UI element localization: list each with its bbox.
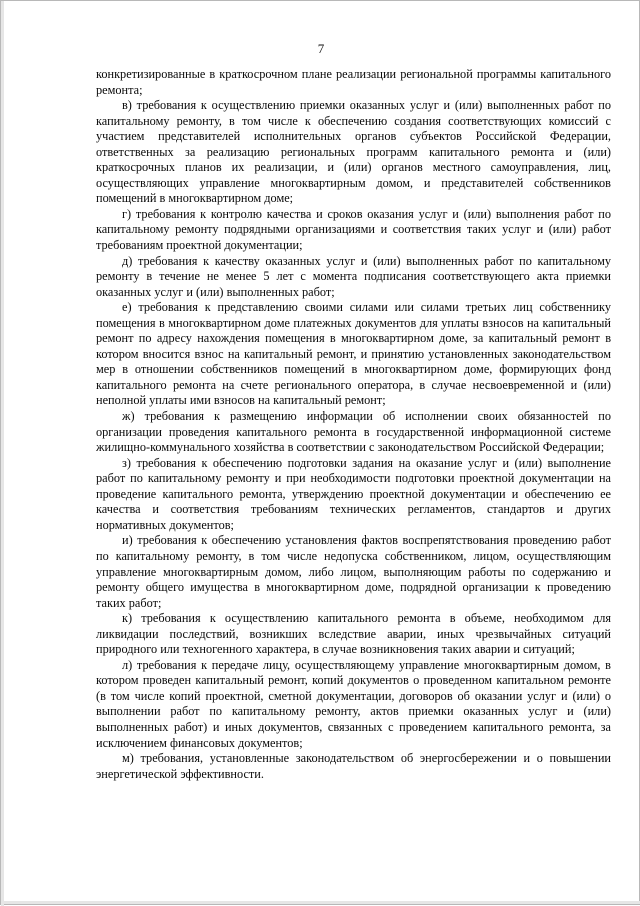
- paragraph-item-k: к) требования к осуществлению капитального ремонта в объеме, необходимом для ликвидации последствий, возникших вследствие аварии, иных чрезвычайных ситуаций природного или техногенного характера, в случае возникновения таких аварии и ситуаций;: [96, 611, 611, 657]
- page-number: 7: [317, 41, 325, 56]
- document-body: [96, 67, 611, 782]
- paragraph-item-z: з) требования к обеспечению подготовки задания на оказание услуг и (или) выполнение работ по капитальному ремонту и при необходимости подготовки проектной документации на проведение капитального ремонта, утверждению проектной документации и обеспечению ее качества и соответствия требованиям технических регламентов, стандартов и других нормативных документов;: [96, 455, 611, 532]
- scan-edge-bottom: [1, 901, 640, 904]
- paragraph-item-m: м) требования, установленные законодательством об энергосбережении и о повышении энергетической эффективности.: [96, 751, 611, 781]
- scan-edge-left: [1, 1, 4, 906]
- paragraph-item-v: в) требования к осуществлению приемки оказанных услуг и (или) выполненных работ по капитальному ремонту, в том числе к обеспечению создания соответствующих комиссий с участием представителей исполнительных органов субъектов Российской Федерации, ответственных за реализацию региональных программ капитального ремонта и (или) краткосрочных планов их реализации, и (или) органов местного самоуправления, лиц, осуществляющих управление многоквартирным домом, и представителей собственников помещений в многоквартирном доме;: [96, 98, 611, 206]
- paragraph-item-e: е) требования к представлению своими силами или силами третьих лиц собственнику помещения в многоквартирном доме платежных документов для уплаты взносов на капитальный ремонт по адресу нахождения помещения в многоквартирном доме, за капитальный ремонт в котором вносится взнос на капитальный ремонт, и принятию установленных законодательством мер в отношении собственников помещений в многоквартирном доме, формирующих фонд капитального ремонта на счете регионального оператора, в случае несвоевременной и (или) неполной уплаты ими взносов на капитальный ремонт;: [96, 300, 611, 408]
- paragraph-item-i: и) требования к обеспечению установления фактов воспрепятствования проведению работ по капитальному ремонту, в том числе недопуска собственником, лицом, осуществляющим управление многоквартирным домом, либо лицом, выполняющим работы по содержанию и ремонту общего имущества в многоквартирном доме, подрядной организации к проведению таких работ;: [96, 533, 611, 610]
- paragraph-item-g: г) требования к контролю качества и сроков оказания услуг и (или) выполнения работ по капитальному ремонту подрядными организациями и соответствия таких услуг и (или) работ требованиям проектной документации;: [96, 206, 611, 253]
- paragraph-item-l: л) требования к передаче лицу, осуществляющему управление многоквартирным домом, в котором проведен капитальный ремонт, копий документов о проведенном капитальном ремонте (в том числе копий проектной, сметной документации, договоров об оказании услуг и (или) о выполнении работ по капитальному ремонту, актов приемки оказанных услуг и (или) выполненных работ) и иных документов, связанных с проведением капитального ремонта, за исключением финансовых документов;: [96, 657, 611, 750]
- paragraph-continuation: конкретизированные в краткосрочном плане реализации региональной программы капитального ремонта;: [96, 67, 611, 97]
- paragraph-item-d: д) требования к качеству оказанных услуг и (или) выполненных работ по капитальному ремонту в течение не менее 5 лет с момента подписания соответствующего акта приемки оказанных услуг и (или) выполненных работ;: [96, 253, 611, 299]
- paragraph-item-zh: ж) требования к размещению информации об исполнении своих обязанностей по организации проведения капитального ремонта в государственной информационной системе жилищно-коммунального хозяйства в соответствии с законодательством Российской Федерации;: [96, 409, 611, 455]
